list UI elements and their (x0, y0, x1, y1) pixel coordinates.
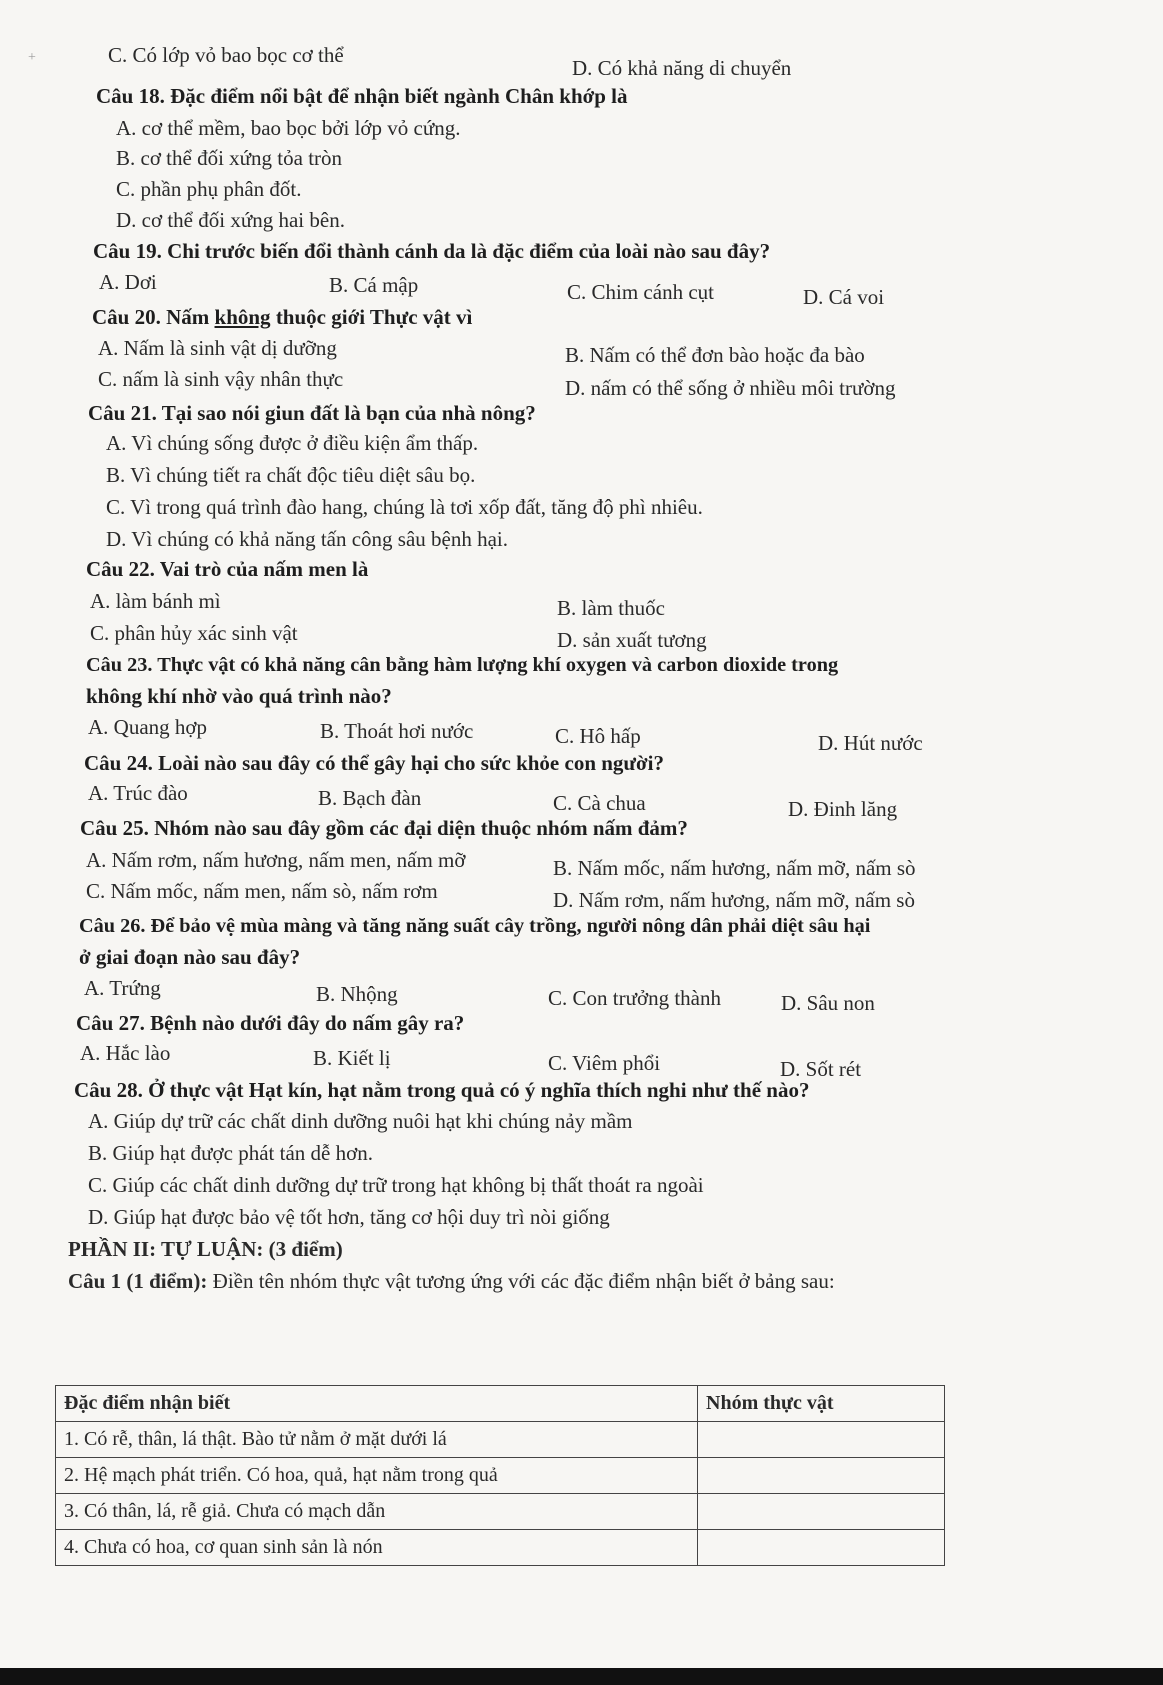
question-23-line-1: Câu 23. Thực vật có khả năng cân bằng hàm lượng khí oxygen và carbon dioxide trong (86, 654, 839, 676)
q28-option-c: C. Giúp các chất dinh dưỡng dự trữ trong hạt không bị thất thoát ra ngoài (88, 1173, 704, 1197)
q18-option-c: C. phần phụ phân đốt. (116, 177, 302, 201)
essay-q1-label: Câu 1 (1 điểm): (68, 1269, 208, 1293)
question-22: Câu 22. Vai trò của nấm men là (86, 557, 369, 581)
q20-text-pre: Câu 20. Nấm (92, 305, 215, 329)
q24-option-c: C. Cà chua (553, 791, 646, 815)
question-23-line-2: không khí nhờ vào quá trình nào? (86, 684, 392, 708)
question-28: Câu 28. Ở thực vật Hạt kín, hạt nằm trong quả có ý nghĩa thích nghi như thế nào? (74, 1078, 810, 1102)
q18-option-a: A. cơ thể mềm, bao bọc bởi lớp vỏ cứng. (116, 116, 461, 140)
answer-cell[interactable] (698, 1458, 945, 1494)
table-cell: 1. Có rễ, thân, lá thật. Bào tử nằm ở mặt dưới lá (56, 1422, 698, 1458)
question-26-line-2: ở giai đoạn nào sau đây? (79, 945, 301, 969)
q24-option-b: B. Bạch đàn (318, 786, 422, 810)
q21-option-b: B. Vì chúng tiết ra chất độc tiêu diệt sâu bọ. (106, 463, 476, 487)
q21-option-a: A. Vì chúng sống được ở điều kiện ẩm thấp. (106, 431, 479, 455)
table-cell: 2. Hệ mạch phát triển. Có hoa, quả, hạt nằm trong quả (56, 1458, 698, 1494)
scan-mark: + (28, 50, 36, 65)
q20-text-post: thuộc giới Thực vật vì (270, 305, 473, 329)
table-row (56, 1422, 945, 1458)
q20-option-a: A. Nấm là sinh vật dị dưỡng (98, 336, 337, 360)
table-cell: 4. Chưa có hoa, cơ quan sinh sản là nón (56, 1530, 698, 1566)
q27-option-d: D. Sốt rét (780, 1057, 862, 1081)
q27-option-c: C. Viêm phổi (548, 1051, 661, 1075)
part-2-heading: PHẦN II: TỰ LUẬN: (3 điểm) (68, 1237, 343, 1261)
q19-option-a: A. Dơi (99, 270, 157, 294)
question-20 (92, 304, 472, 330)
question-27: Câu 27. Bệnh nào dưới đây do nấm gây ra? (76, 1011, 465, 1035)
q20-option-c: C. nấm là sinh vậy nhân thực (98, 367, 344, 391)
q26-option-d: D. Sâu non (781, 991, 875, 1015)
q19-option-d: D. Cá voi (803, 285, 885, 309)
essay-question-1 (68, 1268, 835, 1294)
table-header-row (56, 1386, 945, 1422)
question-25: Câu 25. Nhóm nào sau đây gồm các đại diện thuộc nhóm nấm đảm? (80, 816, 688, 840)
q25-option-d: D. Nấm rơm, nấm hương, nấm mỡ, nấm sò (553, 888, 915, 912)
q21-option-d: D. Vì chúng có khả năng tấn công sâu bệnh hại. (106, 527, 509, 551)
q19-option-b: B. Cá mập (329, 273, 419, 297)
q22-option-a: A. làm bánh mì (90, 589, 221, 613)
q25-option-c: C. Nấm mốc, nấm men, nấm sò, nấm rơm (86, 879, 438, 903)
q28-option-b: B. Giúp hạt được phát tán dễ hơn. (88, 1141, 373, 1165)
q22-option-b: B. làm thuốc (557, 596, 665, 620)
table-row (56, 1530, 945, 1566)
q27-option-a: A. Hắc lào (80, 1041, 171, 1065)
answer-cell[interactable] (698, 1494, 945, 1530)
table-header-cell: Nhóm thực vật (698, 1386, 945, 1422)
q20-underlined: không (214, 305, 271, 329)
q20-option-b: B. Nấm có thể đơn bào hoặc đa bào (565, 343, 865, 367)
q17-option-c: C. Có lớp vỏ bao bọc cơ thể (108, 43, 344, 67)
question-19: Câu 19. Chi trước biến đổi thành cánh da là đặc điểm của loài nào sau đây? (93, 239, 771, 263)
table-cell: 3. Có thân, lá, rễ giả. Chưa có mạch dẫn (56, 1494, 698, 1530)
q24-option-d: D. Đinh lăng (788, 797, 898, 821)
table-row (56, 1494, 945, 1530)
plant-group-table (55, 1385, 945, 1566)
q25-option-b: B. Nấm mốc, nấm hương, nấm mỡ, nấm sò (553, 856, 916, 880)
q23-option-c: C. Hô hấp (555, 724, 641, 748)
table-row (56, 1458, 945, 1494)
q18-option-d: D. cơ thể đối xứng hai bên. (116, 208, 345, 232)
q18-option-b: B. cơ thể đối xứng tỏa tròn (116, 146, 343, 170)
answer-cell[interactable] (698, 1530, 945, 1566)
scan-bottom-edge (0, 1668, 1163, 1685)
q19-option-c: C. Chim cánh cụt (567, 280, 714, 304)
q27-option-b: B. Kiết lị (313, 1046, 391, 1070)
q17-option-d: D. Có khả năng di chuyển (572, 56, 792, 80)
q28-option-a: A. Giúp dự trữ các chất dinh dưỡng nuôi hạt khi chúng nảy mầm (88, 1109, 633, 1133)
question-21: Câu 21. Tại sao nói giun đất là bạn của nhà nông? (88, 401, 536, 425)
q28-option-d: D. Giúp hạt được bảo vệ tốt hơn, tăng cơ hội duy trì nòi giống (88, 1205, 610, 1229)
q23-option-a: A. Quang hợp (88, 715, 208, 739)
q24-option-a: A. Trúc đào (88, 781, 188, 805)
q25-option-a: A. Nấm rơm, nấm hương, nấm men, nấm mỡ (86, 848, 466, 872)
q22-option-d: D. sản xuất tương (557, 628, 707, 652)
q22-option-c: C. phân hủy xác sinh vật (90, 621, 298, 645)
essay-q1-text: Điền tên nhóm thực vật tương ứng với các đặc điểm nhận biết ở bảng sau: (207, 1269, 835, 1293)
q26-option-a: A. Trứng (84, 976, 161, 1000)
answer-cell[interactable] (698, 1422, 945, 1458)
table-header-cell: Đặc điểm nhận biết (56, 1386, 698, 1422)
q23-option-d: D. Hút nước (818, 731, 923, 755)
question-26-line-1: Câu 26. Để bảo vệ mùa màng và tăng năng suất cây trồng, người nông dân phải diệt sâu hại (79, 915, 871, 937)
q23-option-b: B. Thoát hơi nước (320, 719, 474, 743)
question-24: Câu 24. Loài nào sau đây có thể gây hại cho sức khỏe con người? (84, 751, 664, 775)
q26-option-b: B. Nhộng (316, 982, 398, 1006)
q26-option-c: C. Con trưởng thành (548, 986, 721, 1010)
q21-option-c: C. Vì trong quá trình đào hang, chúng là tơi xốp đất, tăng độ phì nhiêu. (106, 495, 703, 519)
q20-option-d: D. nấm có thể sống ở nhiều môi trường (565, 376, 896, 400)
question-18: Câu 18. Đặc điểm nổi bật để nhận biết ngành Chân khớp là (96, 84, 628, 108)
